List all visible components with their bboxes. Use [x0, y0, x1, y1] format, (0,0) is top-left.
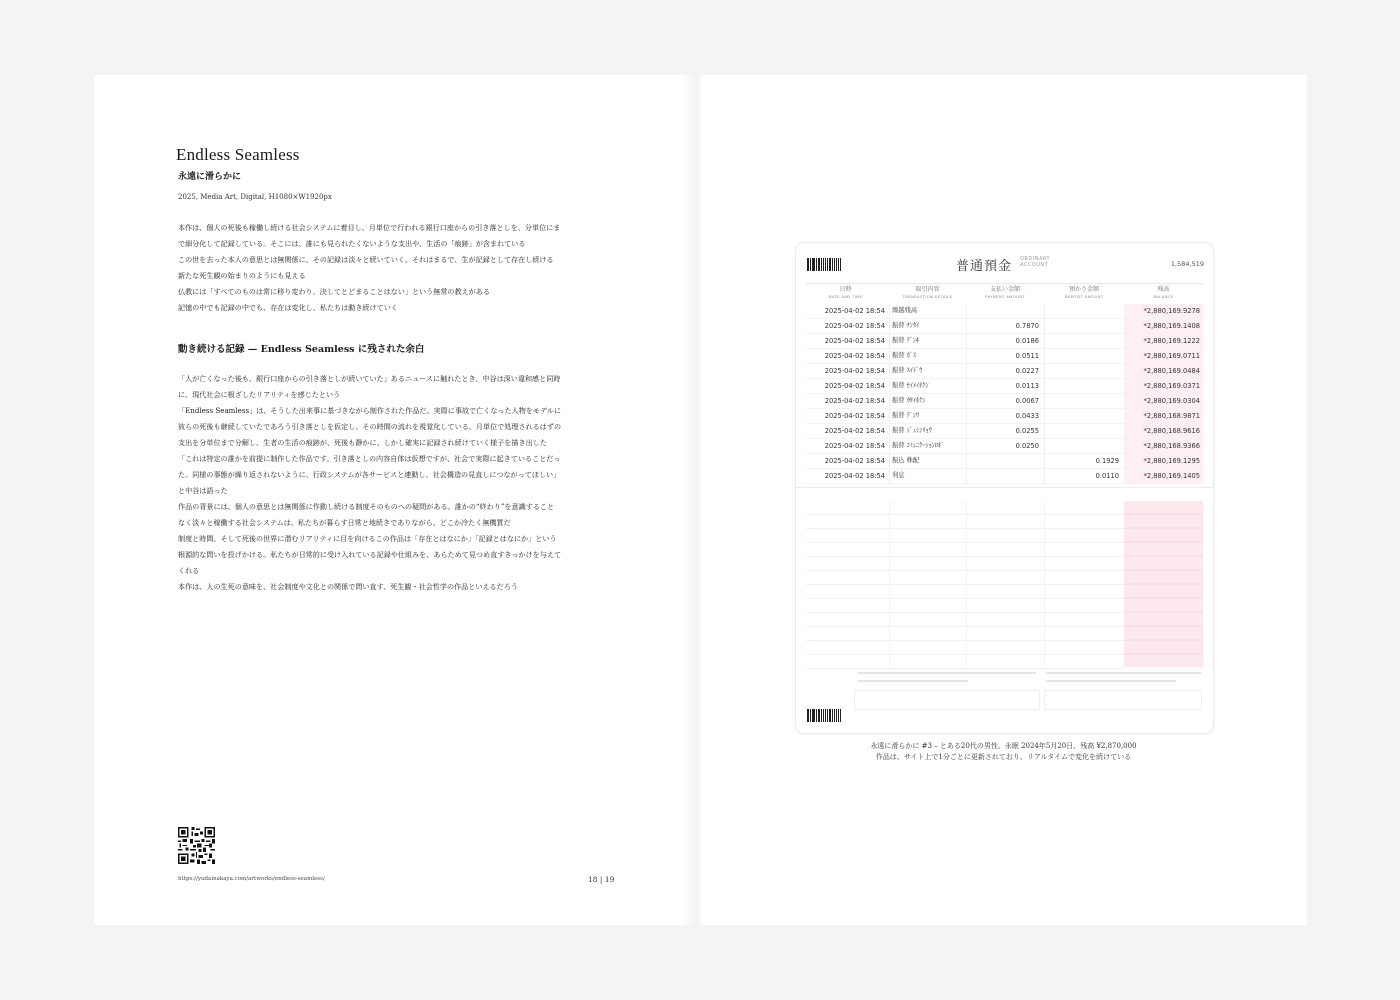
text-line: で細分化して記録している。そこには、誰にも見られたくないような支出や、生活の「痕跡」が含まれている: [178, 239, 526, 248]
row-details: 繰越残高: [889, 304, 967, 318]
caption-line: 永遠に滑らかに #3 – とある20代の男性、永眠 2024年5月20日、残高 ¥2,870,000: [870, 742, 1137, 750]
transaction-row: [806, 334, 1203, 349]
fine-print: [858, 672, 1036, 674]
text-line: 彼らの死後も継続していたであろう引き落としを仮定し、その時間の流れを視覚化している。月単位で処理されるはずの: [178, 422, 562, 431]
text-line: 新たな死生観の始まりのようにも見える: [178, 271, 306, 280]
transaction-row: [806, 394, 1203, 409]
account-number: 1,584,519: [1170, 260, 1204, 268]
column-header-ja: 取引内容: [915, 286, 940, 293]
grid-column-divider: [966, 501, 967, 667]
row-date: 2025-04-02 18:54: [824, 352, 885, 360]
row-details: 振替 ﾃﾞﾝﾜ: [889, 409, 967, 423]
barcode-icon: [807, 258, 842, 271]
left-page: [94, 75, 700, 925]
row-date: 2025-04-02 18:54: [824, 337, 885, 345]
row-date: 2025-04-02 18:54: [824, 397, 885, 405]
row-deposit: [1044, 424, 1124, 438]
row-balance: *2,880,169.0484: [1124, 364, 1203, 378]
header-divider: [806, 283, 1203, 284]
text-line: 仏教には「すべてのものは常に移り変わり、決してとどまることはない」という無常の教えがある: [178, 287, 490, 296]
row-deposit: [1044, 364, 1124, 378]
column-header-en: PAYMENT AMOUNT: [985, 294, 1025, 299]
row-details: 振替 ｶﾞｽ: [889, 349, 967, 363]
text-line: この世を去った本人の意思とは無関係に、その記録は淡々と続いていく。それはまるで、生が記録として存在し続ける: [178, 255, 554, 264]
grid-line: [806, 584, 1124, 585]
text-line: 「人が亡くなった後も、銀行口座からの引き落としが続いていた」あるニュースに触れたとき、中谷は深い違和感と同時: [178, 374, 561, 383]
row-balance: *2,880,169.0371: [1124, 379, 1203, 393]
row-payment: [966, 304, 1044, 318]
fine-print: [858, 680, 968, 682]
grid-line: [806, 668, 1124, 669]
passbook-title-en: [1020, 256, 1050, 268]
row-deposit: [1044, 304, 1124, 318]
transaction-row: [806, 424, 1203, 439]
right-page: [700, 75, 1307, 925]
row-balance: *2,880,169.1405: [1124, 469, 1203, 483]
transaction-row: [806, 319, 1203, 334]
row-deposit: [1044, 439, 1124, 453]
row-payment: 0.0186: [966, 334, 1044, 348]
text-line: 本作は、人の生死の意味を、社会制度や文化との関係で問い直す、死生観・社会哲学の作品といえるだろう: [178, 582, 518, 591]
empty-ledger-grid: [806, 501, 1203, 667]
column-header-en: DEPOSIT AMOUNT: [1064, 294, 1104, 299]
text-line: なく淡々と稼働する社会システムは、私たちが暮らす日常と地続きでありながら、どこか冷たく無機質だ: [178, 518, 511, 527]
row-date: 2025-04-02 18:54: [824, 322, 885, 330]
row-payment: 0.0067: [966, 394, 1044, 408]
body-paragraph: [178, 371, 610, 595]
text-line: 作品の背景には、個人の意思とは無関係に作動し続ける制度そのものへの疑問がある。誰かの“終わり”を意識すること: [178, 502, 555, 511]
title-en-line: ACCOUNT: [1020, 262, 1049, 268]
row-details: 振替 ｽｲﾄﾞｳ: [889, 364, 967, 378]
row-deposit: [1044, 349, 1124, 363]
row-balance: *2,880,169.1222: [1124, 334, 1203, 348]
passbook-card: [795, 242, 1214, 734]
section-heading: 動き続ける記録 — Endless Seamless に残された余白: [178, 344, 425, 355]
row-details: 振替 ｶｻｲﾎｹﾝ: [889, 394, 967, 408]
row-details: 振替 ｾｲﾒｲﾎｹﾝ: [889, 379, 967, 393]
row-balance: *2,880,169.0711: [1124, 349, 1203, 363]
row-balance: *2,880,169.1408: [1124, 319, 1203, 333]
column-header-ja: 残高: [1157, 286, 1170, 293]
grid-line: [806, 654, 1124, 655]
row-balance: *2,880,168.9366: [1124, 439, 1203, 453]
fine-print-box: [854, 690, 1040, 710]
transaction-row: [806, 409, 1203, 424]
row-date: 2025-04-02 18:54: [824, 307, 885, 315]
grid-line: [806, 542, 1124, 543]
transaction-row: [806, 469, 1203, 484]
row-date: 2025-04-02 18:54: [824, 367, 885, 375]
row-details: 振替 ｼﾞｭｼﾝﾘｮｳ: [889, 424, 967, 438]
row-payment: 0.0433: [966, 409, 1044, 423]
row-payment: 0.0113: [966, 379, 1044, 393]
grid-column-divider: [1044, 501, 1045, 667]
book-spine-shadow: [680, 75, 702, 925]
row-deposit: 0.1929: [1044, 454, 1124, 468]
row-details: 振替 ﾃﾞﾝｷ: [889, 334, 967, 348]
fine-print: [1046, 680, 1176, 682]
row-deposit: [1044, 409, 1124, 423]
grid-line: [806, 598, 1124, 599]
row-balance: *2,880,169.0304: [1124, 394, 1203, 408]
grid-line: [806, 640, 1124, 641]
row-balance: *2,880,169.9278: [1124, 304, 1203, 318]
grid-line: [806, 570, 1124, 571]
row-deposit: [1044, 334, 1124, 348]
row-details: 利息: [889, 469, 967, 483]
text-line: と中谷は語った: [178, 486, 228, 495]
column-header-date: [806, 286, 885, 299]
passbook-title: 普通預金: [956, 259, 1013, 274]
row-details: 振替 ﾁﾝﾀｲ: [889, 319, 967, 333]
row-payment: 0.0227: [966, 364, 1044, 378]
text-line: に、現代社会に根ざしたリアリティを感じたという: [178, 390, 341, 399]
grid-column-divider: [889, 501, 890, 667]
text-line: 制度と時間、そして死後の世界に潜むリアリティに目を向けるこの作品は「存在とはなにか」「記録とはなにか」という: [178, 534, 557, 543]
column-header-balance: [1124, 286, 1203, 299]
transaction-row: [806, 454, 1203, 469]
row-payment: [966, 454, 1044, 468]
intro-paragraph: [178, 220, 610, 316]
artwork-title: Endless Seamless: [176, 145, 300, 164]
row-deposit: [1044, 394, 1124, 408]
transaction-row: [806, 439, 1203, 454]
barcode-icon: [807, 709, 842, 722]
artwork-meta: 2025, Media Art, Digital, H1080×W1920px: [178, 193, 332, 201]
row-date: 2025-04-02 18:54: [824, 427, 885, 435]
column-header-en: BALANCE: [1153, 294, 1174, 299]
row-details: 振替 ｺﾐｭﾆｹｰｼｮﾝﾛﾎﾞ: [889, 439, 967, 453]
text-line: 根源的な問いを投げかける。私たちが日常的に受け入れている記録や仕組みを、あらためて見つめ直すきっかけを与えて: [178, 550, 562, 559]
column-header-payment: [966, 286, 1044, 299]
row-date: 2025-04-02 18:54: [824, 457, 885, 465]
column-header-details: [889, 286, 966, 299]
row-date: 2025-04-02 18:54: [824, 412, 885, 420]
text-line: 本作は、個人の死後も稼働し続ける社会システムに着目し、月単位で行われる銀行口座からの引き落としを、分単位にま: [178, 223, 561, 232]
row-payment: 0.0511: [966, 349, 1044, 363]
transaction-row: [806, 364, 1203, 379]
text-line: 支出を分単位まで分解し、生者の生活の痕跡が、死後も静かに、しかし確実に記録され続けていく様子を描き出した: [178, 438, 547, 447]
grid-line: [806, 556, 1124, 557]
fine-print: [1046, 672, 1201, 674]
grid-line: [806, 626, 1124, 627]
row-date: 2025-04-02 18:54: [824, 442, 885, 450]
row-payment: [966, 469, 1044, 483]
qr-code-icon[interactable]: [178, 827, 215, 864]
row-date: 2025-04-02 18:54: [824, 382, 885, 390]
artwork-url-link[interactable]: https://yudainakaya.com/artworks/endless-seamless/: [178, 876, 325, 882]
row-balance: *2,880,169.1295: [1124, 454, 1203, 468]
row-deposit: 0.0110: [1044, 469, 1124, 483]
grid-line: [806, 514, 1124, 515]
text-line: 「これは特定の誰かを前提に制作した作品です。引き落としの内容自体は仮想ですが、社会で実際に起きていることだっ: [178, 454, 561, 463]
text-line: 「Endless Seamless」は、そうした出来事に基づきながら制作された作品だ。実際に事故で亡くなった人物をモデルに: [178, 406, 561, 415]
row-deposit: [1044, 319, 1124, 333]
transaction-row: [806, 304, 1203, 319]
row-details: 振込 株配: [889, 454, 967, 468]
empty-balance-column: [1124, 501, 1203, 667]
row-payment: 0.0250: [966, 439, 1044, 453]
column-header-ja: 日時: [839, 286, 852, 293]
caption-line: 作品は、サイト上で1分ごとに更新されており、リアルタイムで変化を続けている: [875, 753, 1132, 761]
row-balance: *2,880,168.9616: [1124, 424, 1203, 438]
column-header-en: DATE AND TIME: [828, 294, 863, 299]
column-header-en: TRANSACTION DETAILS: [902, 294, 953, 299]
transaction-row: [806, 349, 1203, 364]
text-line: た。同様の事態が繰り返されないように、行政システムが各サービスと連動し、社会構造の見直しにつながってほしい」: [178, 470, 561, 479]
grid-line: [806, 528, 1124, 529]
text-line: 記憶の中でも記録の中でも、存在は変化し、私たちは動き続けていく: [178, 303, 398, 312]
row-date: 2025-04-02 18:54: [824, 472, 885, 480]
text-line: くれる: [178, 566, 200, 575]
column-header-deposit: [1044, 286, 1124, 299]
grid-line: [806, 612, 1124, 613]
artwork-subtitle: 永遠に滑らかに: [178, 172, 242, 182]
fine-print-box: [1044, 690, 1202, 710]
row-payment: 0.7870: [966, 319, 1044, 333]
row-payment: 0.0255: [966, 424, 1044, 438]
transaction-row: [806, 379, 1203, 394]
title-en-line: ORDINARY: [1020, 256, 1051, 262]
column-header-ja: 預かり金額: [1068, 286, 1099, 293]
row-deposit: [1044, 379, 1124, 393]
column-header-ja: 支払い金額: [989, 286, 1020, 293]
row-balance: *2,880,168.9871: [1124, 409, 1203, 423]
transaction-table: [806, 304, 1203, 484]
page-fold-divider: [796, 487, 1213, 488]
page-numbers: 18 | 19: [588, 875, 615, 884]
